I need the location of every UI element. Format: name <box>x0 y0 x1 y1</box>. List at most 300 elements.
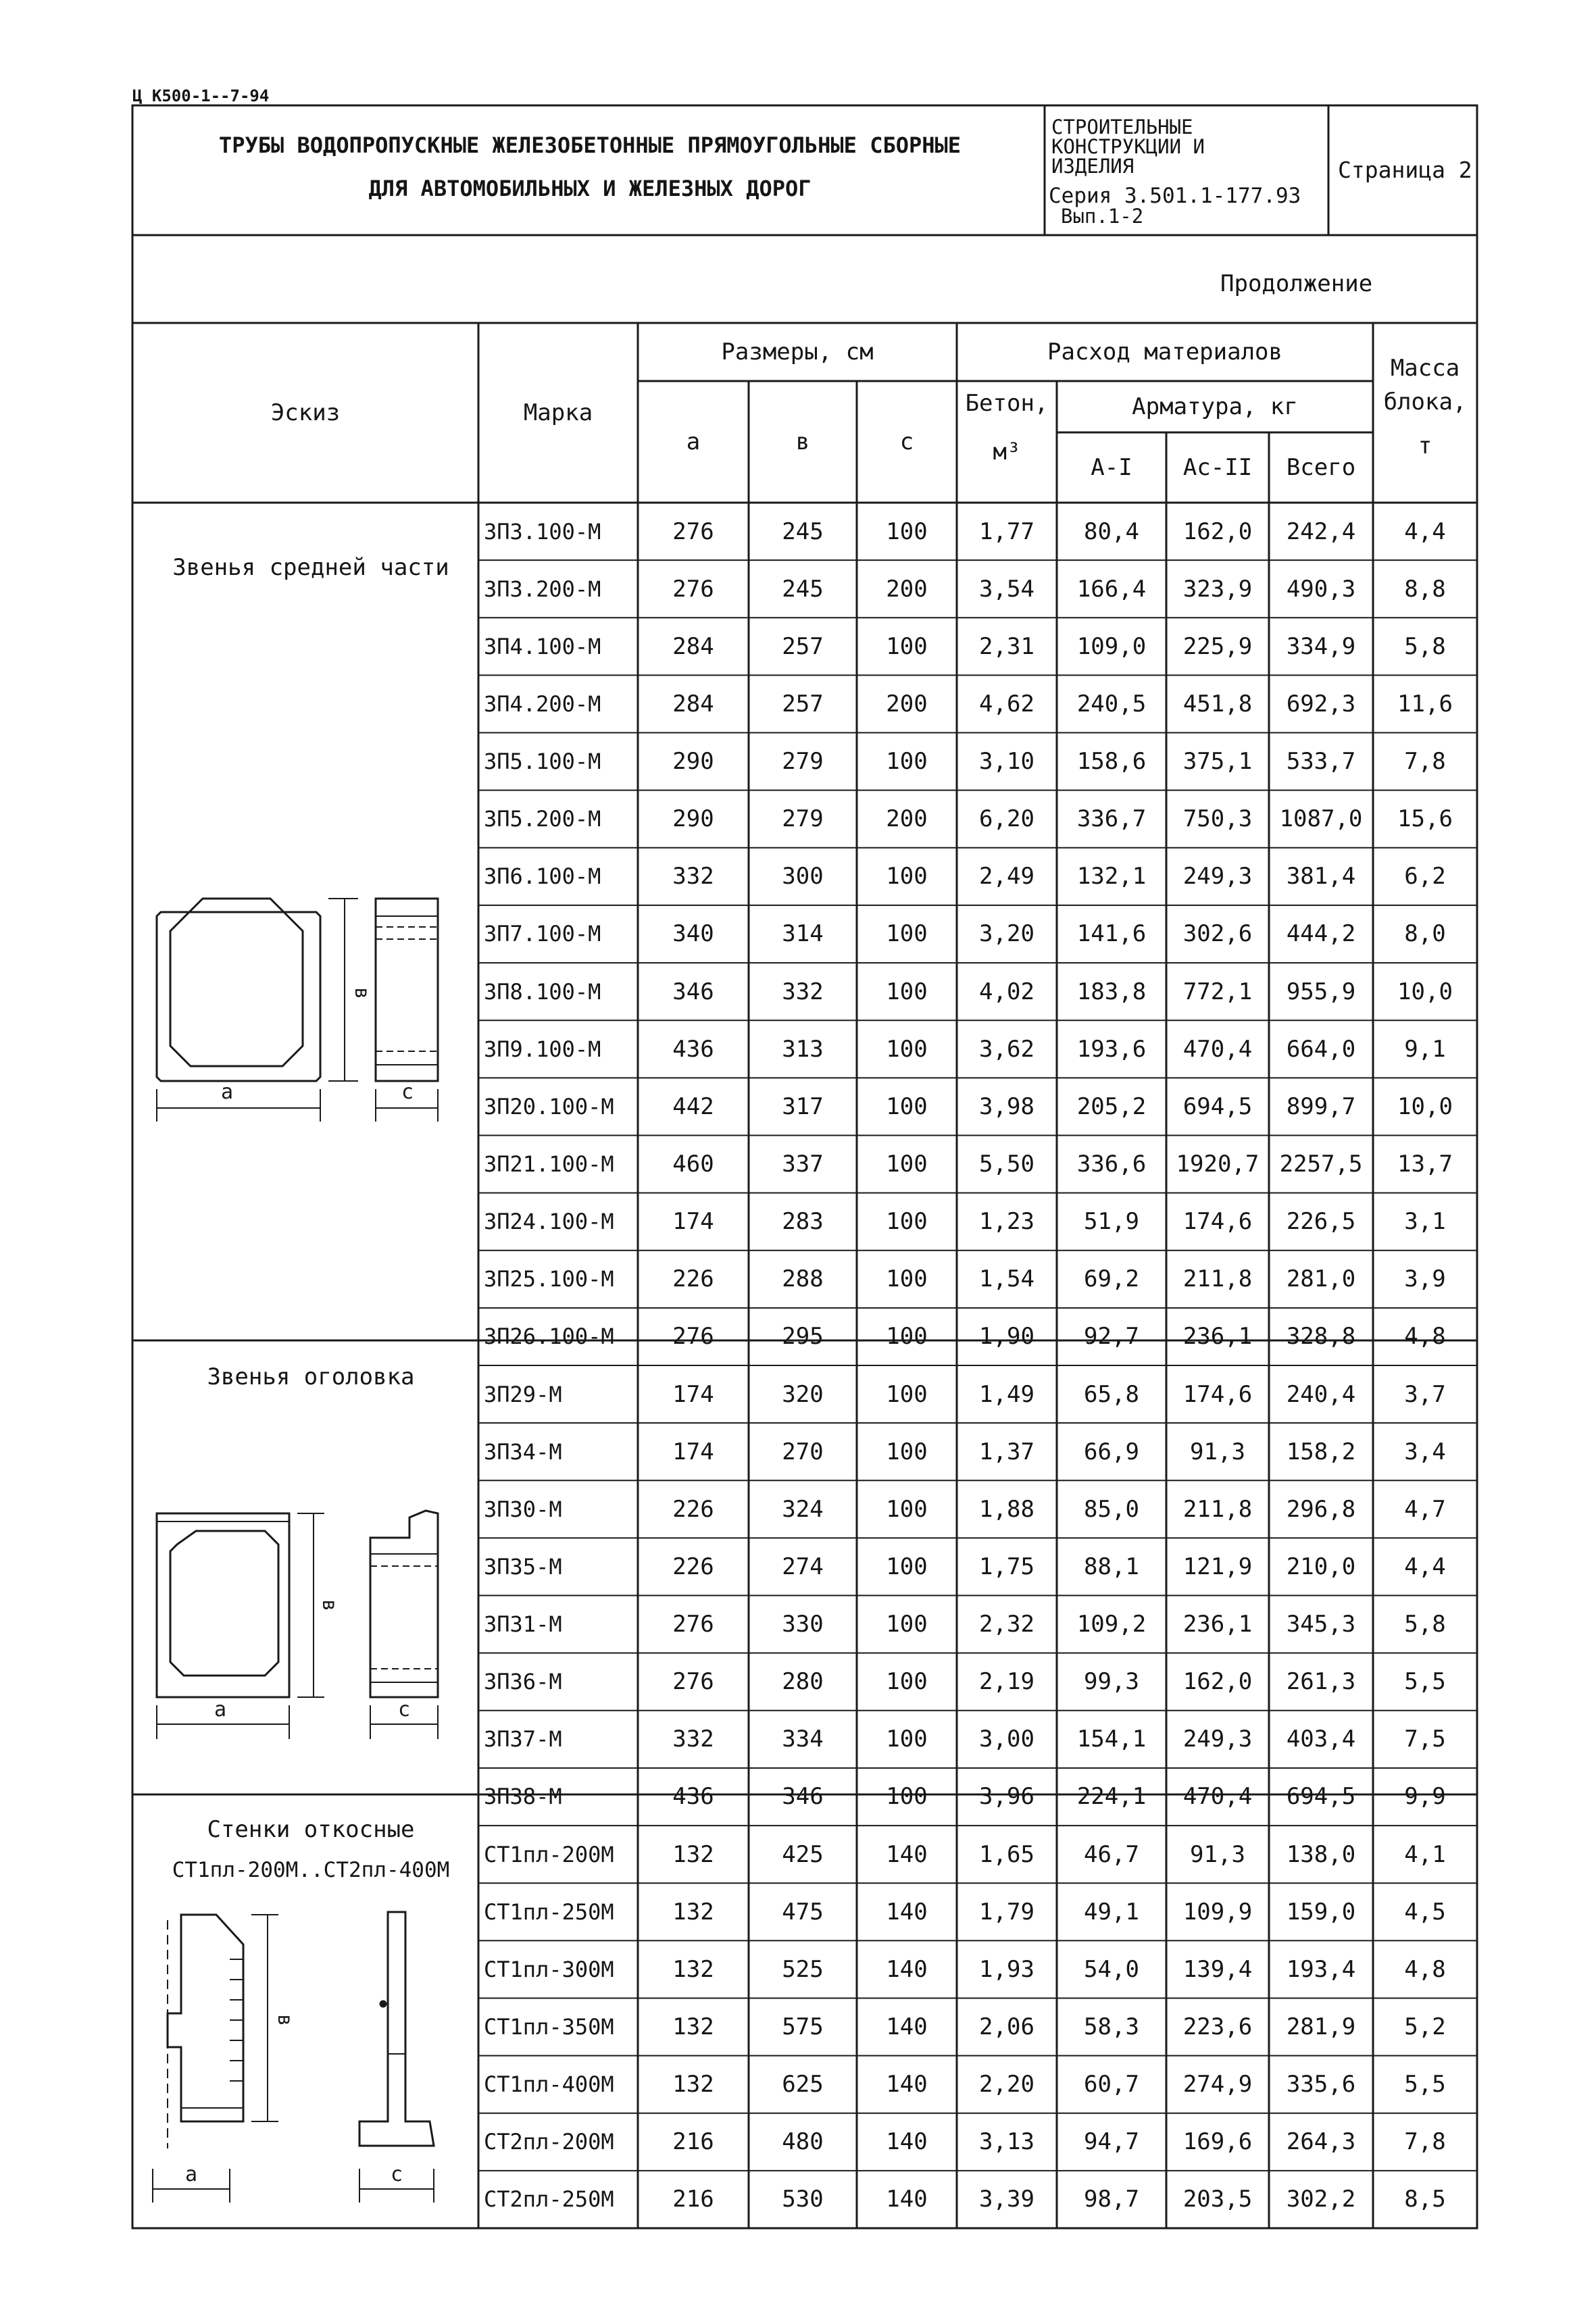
cell-mark: 3П4.100-М <box>484 633 601 659</box>
cell-c: 100 <box>886 863 928 890</box>
continuation-label: Продолжение <box>1220 270 1373 297</box>
sketch-head-section-front <box>157 1513 324 1739</box>
cell-a1: 132,1 <box>1076 863 1147 890</box>
cell-a2: 375,1 <box>1182 748 1253 776</box>
sketch-middle-section-front <box>157 899 358 1122</box>
cell-a2: 162,0 <box>1182 1668 1253 1696</box>
cell-a2: 1920,7 <box>1176 1151 1260 1178</box>
cell-a2: 139,4 <box>1182 1955 1253 1983</box>
cell-a1: 109,0 <box>1076 632 1147 660</box>
section-walls-title: Стенки откосные <box>207 1816 415 1843</box>
cell-concrete: 2,49 <box>979 863 1034 890</box>
cell-mark: 3П5.100-М <box>484 749 601 775</box>
cell-total: 490,3 <box>1286 575 1356 603</box>
cell-b: 314 <box>782 920 824 948</box>
cell-concrete: 1,77 <box>979 518 1034 545</box>
cell-total: 345,3 <box>1286 1611 1356 1638</box>
cell-mark: СТ2пл-250М <box>484 2186 614 2213</box>
cell-concrete: 1,75 <box>979 1553 1034 1580</box>
cell-total: 334,9 <box>1286 632 1356 660</box>
cell-a2: 451,8 <box>1182 690 1253 718</box>
cell-total: 302,2 <box>1286 2186 1356 2213</box>
cell-mark: 3П29-М <box>484 1381 562 1407</box>
cell-a2: 109,9 <box>1182 1898 1253 1926</box>
cell-total: 403,4 <box>1286 1726 1356 1753</box>
header-mass-1: Масса <box>1390 355 1460 382</box>
cell-c: 100 <box>886 632 928 660</box>
cell-concrete: 2,32 <box>979 1611 1034 1638</box>
cell-a2: 323,9 <box>1182 575 1253 603</box>
cell-a2: 121,9 <box>1182 1553 1253 1580</box>
cell-mass: 10,0 <box>1397 978 1453 1005</box>
cell-a1: 98,7 <box>1084 2186 1139 2213</box>
cell-total: 159,0 <box>1286 1898 1356 1926</box>
cell-mass: 13,7 <box>1397 1151 1453 1178</box>
cell-a1: 60,7 <box>1084 2071 1139 2098</box>
sketch-wall-label-c: с <box>390 2163 403 2186</box>
cell-concrete: 2,06 <box>979 2013 1034 2041</box>
cell-b: 575 <box>782 2013 824 2041</box>
series-line-4: Серия 3.501.1-177.93 <box>1049 184 1301 208</box>
cell-mark: 3П26.100-М <box>484 1324 614 1350</box>
cell-a2: 91,3 <box>1190 1840 1245 1868</box>
document-code: Ц К500-1--7-94 <box>132 86 270 105</box>
cell-a2: 174,6 <box>1182 1380 1253 1408</box>
cell-concrete: 4,02 <box>979 978 1034 1005</box>
cell-total: 694,5 <box>1286 1783 1356 1811</box>
cell-mass: 8,8 <box>1404 575 1446 603</box>
sketch-middle-label-c: с <box>401 1080 414 1104</box>
cell-a: 442 <box>672 1092 714 1120</box>
cell-mark: 3П36-М <box>484 1669 562 1695</box>
cell-b: 280 <box>782 1668 824 1696</box>
section-middle-title: Звенья средней части <box>172 554 449 581</box>
cell-c: 200 <box>886 690 928 718</box>
cell-total: 281,0 <box>1286 1265 1356 1293</box>
cell-mark: 3П34-М <box>484 1438 562 1465</box>
cell-a1: 49,1 <box>1084 1898 1139 1926</box>
cell-mass: 5,2 <box>1404 2013 1446 2041</box>
cell-total: 692,3 <box>1286 690 1356 718</box>
cell-concrete: 3,54 <box>979 575 1034 603</box>
cell-mass: 3,4 <box>1404 1438 1446 1465</box>
cell-a: 276 <box>672 575 714 603</box>
cell-b: 279 <box>782 748 824 776</box>
cell-a: 132 <box>672 1898 714 1926</box>
cell-a1: 65,8 <box>1084 1380 1139 1408</box>
cell-a1: 166,4 <box>1076 575 1147 603</box>
cell-mark: 3П9.100-М <box>484 1036 601 1062</box>
cell-a1: 85,0 <box>1084 1495 1139 1523</box>
cell-mass: 4,8 <box>1404 1955 1446 1983</box>
cell-a: 216 <box>672 2128 714 2156</box>
cell-a1: 94,7 <box>1084 2128 1139 2156</box>
cell-mass: 5,8 <box>1404 632 1446 660</box>
series-line-1: СТРОИТЕЛЬНЫЕ <box>1051 116 1193 139</box>
cell-mark: СТ1пл-300М <box>484 1956 614 1982</box>
cell-a1: 141,6 <box>1076 920 1147 948</box>
cell-total: 242,4 <box>1286 518 1356 545</box>
cell-b: 300 <box>782 863 824 890</box>
cell-b: 245 <box>782 575 824 603</box>
cell-mark: 3П8.100-М <box>484 978 601 1005</box>
cell-a2: 470,4 <box>1182 1783 1253 1811</box>
cell-a1: 224,1 <box>1076 1783 1147 1811</box>
cell-a2: 203,5 <box>1182 2186 1253 2213</box>
cell-b: 283 <box>782 1208 824 1236</box>
cell-concrete: 1,49 <box>979 1380 1034 1408</box>
cell-c: 140 <box>886 1898 928 1926</box>
cell-mark: 3П25.100-М <box>484 1266 614 1292</box>
cell-b: 257 <box>782 690 824 718</box>
cell-b: 320 <box>782 1380 824 1408</box>
cell-b: 625 <box>782 2071 824 2098</box>
cell-mark: СТ1пл-200М <box>484 1841 614 1867</box>
cell-a: 436 <box>672 1035 714 1063</box>
header-sizes: Размеры, см <box>721 338 874 366</box>
cell-a1: 336,6 <box>1076 1151 1147 1178</box>
cell-mass: 11,6 <box>1397 690 1453 718</box>
sketch-wall-side <box>359 1912 434 2203</box>
cell-total: 264,3 <box>1286 2128 1356 2156</box>
cell-a2: 91,3 <box>1190 1438 1245 1465</box>
cell-a1: 193,6 <box>1076 1035 1147 1063</box>
cell-c: 140 <box>886 2128 928 2156</box>
cell-mass: 9,1 <box>1404 1035 1446 1063</box>
cell-concrete: 3,98 <box>979 1092 1034 1120</box>
cell-b: 330 <box>782 1611 824 1638</box>
header-rebar: Арматура, кг <box>1132 393 1298 420</box>
cell-mass: 4,4 <box>1404 1553 1446 1580</box>
cell-a2: 211,8 <box>1182 1265 1253 1293</box>
cell-a1: 158,6 <box>1076 748 1147 776</box>
cell-a: 276 <box>672 518 714 545</box>
header-concrete-2: м³ <box>993 438 1021 466</box>
cell-b: 245 <box>782 518 824 545</box>
cell-a: 290 <box>672 805 714 833</box>
cell-concrete: 3,10 <box>979 748 1034 776</box>
cell-a1: 58,3 <box>1084 2013 1139 2041</box>
cell-mark: 3П24.100-М <box>484 1209 614 1235</box>
cell-concrete: 2,31 <box>979 632 1034 660</box>
cell-mark: 3П37-М <box>484 1726 562 1753</box>
cell-c: 100 <box>886 1783 928 1811</box>
cell-c: 100 <box>886 518 928 545</box>
cell-a: 332 <box>672 1726 714 1753</box>
cell-concrete: 5,50 <box>979 1151 1034 1178</box>
cell-total: 335,6 <box>1286 2071 1356 2098</box>
cell-b: 525 <box>782 1955 824 1983</box>
header-mass-3: т <box>1418 432 1432 459</box>
cell-concrete: 1,93 <box>979 1955 1034 1983</box>
cell-b: 288 <box>782 1265 824 1293</box>
sketch-wall-label-b: в <box>273 2013 297 2027</box>
cell-mark: 3П3.100-М <box>484 518 601 545</box>
cell-mark: СТ1пл-250М <box>484 1898 614 1925</box>
section-head-title: Звенья оголовка <box>207 1363 415 1390</box>
cell-a: 284 <box>672 690 714 718</box>
cell-a: 436 <box>672 1783 714 1811</box>
cell-a1: 183,8 <box>1076 978 1147 1005</box>
cell-a2: 162,0 <box>1182 518 1253 545</box>
header-b: в <box>795 428 810 455</box>
cell-concrete: 3,62 <box>979 1035 1034 1063</box>
sketch-wall-front <box>153 1915 278 2203</box>
cell-total: 444,2 <box>1286 920 1356 948</box>
cell-mark: 3П31-М <box>484 1611 562 1638</box>
cell-a: 460 <box>672 1151 714 1178</box>
cell-a: 332 <box>672 863 714 890</box>
cell-a2: 249,3 <box>1182 863 1253 890</box>
cell-c: 100 <box>886 1553 928 1580</box>
cell-a1: 88,1 <box>1084 1553 1139 1580</box>
cell-concrete: 1,79 <box>979 1898 1034 1926</box>
cell-c: 100 <box>886 978 928 1005</box>
cell-a1: 54,0 <box>1084 1955 1139 1983</box>
cell-b: 313 <box>782 1035 824 1063</box>
series-line-2: КОНСТРУКЦИИ И <box>1051 135 1205 158</box>
cell-mass: 3,1 <box>1404 1208 1446 1236</box>
cell-mass: 6,2 <box>1404 863 1446 890</box>
cell-a: 174 <box>672 1380 714 1408</box>
cell-c: 140 <box>886 2186 928 2213</box>
cell-concrete: 1,37 <box>979 1438 1034 1465</box>
cell-total: 226,5 <box>1286 1208 1356 1236</box>
cell-c: 100 <box>886 748 928 776</box>
cell-c: 100 <box>886 1495 928 1523</box>
cell-concrete: 3,96 <box>979 1783 1034 1811</box>
cell-a2: 274,9 <box>1182 2071 1253 2098</box>
cell-total: 533,7 <box>1286 748 1356 776</box>
cell-concrete: 4,62 <box>979 690 1034 718</box>
cell-a2: 772,1 <box>1182 978 1253 1005</box>
cell-a1: 336,7 <box>1076 805 1147 833</box>
cell-a2: 223,6 <box>1182 2013 1253 2041</box>
cell-b: 346 <box>782 1783 824 1811</box>
cell-concrete: 1,90 <box>979 1323 1034 1351</box>
series-line-5: Вып.1-2 <box>1061 205 1144 228</box>
cell-c: 140 <box>886 1955 928 1983</box>
cell-concrete: 2,19 <box>979 1668 1034 1696</box>
header-sketch: Эскиз <box>270 399 341 426</box>
cell-a1: 46,7 <box>1084 1840 1139 1868</box>
cell-mass: 4,7 <box>1404 1495 1446 1523</box>
cell-total: 261,3 <box>1286 1668 1356 1696</box>
cell-a1: 69,2 <box>1084 1265 1139 1293</box>
sketch-middle-label-a: а <box>220 1080 234 1104</box>
cell-a: 226 <box>672 1553 714 1580</box>
cell-c: 100 <box>886 1726 928 1753</box>
cell-a: 340 <box>672 920 714 948</box>
cell-b: 332 <box>782 978 824 1005</box>
cell-mark: СТ1пл-400М <box>484 2071 614 2098</box>
sketch-middle-label-b: в <box>350 986 374 1000</box>
header-total: Всего <box>1286 454 1356 481</box>
cell-mass: 5,8 <box>1404 1611 1446 1638</box>
sketch-head-label-c: с <box>397 1698 411 1721</box>
cell-mark: 3П35-М <box>484 1553 562 1580</box>
cell-a: 346 <box>672 978 714 1005</box>
cell-concrete: 1,54 <box>979 1265 1034 1293</box>
cell-a1: 99,3 <box>1084 1668 1139 1696</box>
cell-a: 132 <box>672 2013 714 2041</box>
cell-a: 226 <box>672 1495 714 1523</box>
cell-c: 100 <box>886 1035 928 1063</box>
cell-b: 324 <box>782 1495 824 1523</box>
cell-mark: 3П20.100-М <box>484 1093 614 1120</box>
cell-total: 664,0 <box>1286 1035 1356 1063</box>
cell-a2: 470,4 <box>1182 1035 1253 1063</box>
cell-mark: 3П3.200-М <box>484 576 601 602</box>
cell-a: 174 <box>672 1208 714 1236</box>
cell-mark: 3П7.100-М <box>484 921 601 947</box>
cell-c: 140 <box>886 2071 928 2098</box>
cell-concrete: 3,39 <box>979 2186 1034 2213</box>
cell-mass: 4,4 <box>1404 518 1446 545</box>
cell-total: 381,4 <box>1286 863 1356 890</box>
cell-mass: 7,8 <box>1404 2128 1446 2156</box>
cell-b: 257 <box>782 632 824 660</box>
cell-b: 480 <box>782 2128 824 2156</box>
cell-a1: 154,1 <box>1076 1726 1147 1753</box>
cell-concrete: 3,00 <box>979 1726 1034 1753</box>
cell-concrete: 1,65 <box>979 1840 1034 1868</box>
cell-concrete: 3,20 <box>979 920 1034 948</box>
cell-c: 100 <box>886 1265 928 1293</box>
cell-c: 100 <box>886 1611 928 1638</box>
cell-mark: 3П21.100-М <box>484 1151 614 1178</box>
cell-mark: СТ2пл-200М <box>484 2129 614 2155</box>
cell-mass: 3,7 <box>1404 1380 1446 1408</box>
cell-a: 276 <box>672 1668 714 1696</box>
cell-mark: 3П38-М <box>484 1784 562 1810</box>
cell-total: 2257,5 <box>1279 1151 1363 1178</box>
cell-b: 270 <box>782 1438 824 1465</box>
section-walls-subtitle: СТ1пл-200М..СТ2пл-400М <box>172 1858 450 1882</box>
cell-a2: 236,1 <box>1182 1323 1253 1351</box>
cell-mass: 15,6 <box>1397 805 1453 833</box>
cell-a2: 302,6 <box>1182 920 1253 948</box>
cell-total: 955,9 <box>1286 978 1356 1005</box>
cell-a: 276 <box>672 1323 714 1351</box>
header-concrete-1: Бетон, <box>965 390 1049 417</box>
cell-mass: 4,1 <box>1404 1840 1446 1868</box>
cell-total: 899,7 <box>1286 1092 1356 1120</box>
cell-b: 425 <box>782 1840 824 1868</box>
cell-mass: 9,9 <box>1404 1783 1446 1811</box>
cell-total: 193,4 <box>1286 1955 1356 1983</box>
cell-total: 281,9 <box>1286 2013 1356 2041</box>
cell-c: 100 <box>886 1208 928 1236</box>
cell-a2: 694,5 <box>1182 1092 1253 1120</box>
cell-a1: 109,2 <box>1076 1611 1147 1638</box>
cell-b: 475 <box>782 1898 824 1926</box>
cell-concrete: 1,88 <box>979 1495 1034 1523</box>
cell-a2: 211,8 <box>1182 1495 1253 1523</box>
cell-a2: 225,9 <box>1182 632 1253 660</box>
cell-a: 174 <box>672 1438 714 1465</box>
cell-b: 274 <box>782 1553 824 1580</box>
cell-total: 1087,0 <box>1279 805 1363 833</box>
title-line-1: ТРУБЫ ВОДОПРОПУСКНЫЕ ЖЕЛЕЗОБЕТОННЫЕ ПРЯМОУГОЛЬНЫЕ СБОРНЫЕ <box>218 132 962 158</box>
cell-a: 290 <box>672 748 714 776</box>
cell-concrete: 1,23 <box>979 1208 1034 1236</box>
cell-c: 140 <box>886 1840 928 1868</box>
header-a2: Ас-II <box>1182 454 1253 481</box>
cell-total: 138,0 <box>1286 1840 1356 1868</box>
cell-a2: 236,1 <box>1182 1611 1253 1638</box>
cell-mass: 5,5 <box>1404 1668 1446 1696</box>
cell-c: 100 <box>886 920 928 948</box>
cell-a2: 169,6 <box>1182 2128 1253 2156</box>
cell-total: 210,0 <box>1286 1553 1356 1580</box>
cell-mark: 3П5.200-М <box>484 806 601 832</box>
cell-mass: 3,9 <box>1404 1265 1446 1293</box>
cell-mass: 5,5 <box>1404 2071 1446 2098</box>
cell-a1: 80,4 <box>1084 518 1139 545</box>
header-a: а <box>686 428 701 455</box>
cell-total: 328,8 <box>1286 1323 1356 1351</box>
cell-c: 100 <box>886 1151 928 1178</box>
cell-mass: 4,5 <box>1404 1898 1446 1926</box>
cell-mark: 3П4.200-М <box>484 690 601 717</box>
cell-concrete: 6,20 <box>979 805 1034 833</box>
sketch-head-label-a: а <box>214 1698 227 1721</box>
cell-c: 200 <box>886 805 928 833</box>
sketch-wall-label-a: а <box>184 2163 198 2186</box>
cell-total: 240,4 <box>1286 1380 1356 1408</box>
cell-a2: 249,3 <box>1182 1726 1253 1753</box>
cell-a: 216 <box>672 2186 714 2213</box>
cell-c: 100 <box>886 1438 928 1465</box>
cell-a2: 174,6 <box>1182 1208 1253 1236</box>
cell-b: 279 <box>782 805 824 833</box>
cell-mark: СТ1пл-350М <box>484 2014 614 2040</box>
cell-mass: 7,5 <box>1404 1726 1446 1753</box>
cell-total: 158,2 <box>1286 1438 1356 1465</box>
cell-a1: 92,7 <box>1084 1323 1139 1351</box>
cell-c: 100 <box>886 1323 928 1351</box>
header-mass-2: блока, <box>1383 388 1467 416</box>
cell-mass: 7,8 <box>1404 748 1446 776</box>
header-a1: А-I <box>1091 454 1132 481</box>
cell-a1: 66,9 <box>1084 1438 1139 1465</box>
cell-a1: 240,5 <box>1076 690 1147 718</box>
cell-a: 132 <box>672 2071 714 2098</box>
cell-a: 276 <box>672 1611 714 1638</box>
title-line-2: ДЛЯ АВТОМОБИЛЬНЫХ И ЖЕЛЕЗНЫХ ДОРОГ <box>368 176 812 201</box>
header-materials: Расход материалов <box>1047 338 1282 366</box>
cell-b: 295 <box>782 1323 824 1351</box>
cell-mass: 4,8 <box>1404 1323 1446 1351</box>
cell-concrete: 3,13 <box>979 2128 1034 2156</box>
cell-mass: 10,0 <box>1397 1092 1453 1120</box>
page-label: Страница 2 <box>1338 157 1472 183</box>
cell-c: 100 <box>886 1668 928 1696</box>
cell-b: 317 <box>782 1092 824 1120</box>
cell-c: 100 <box>886 1380 928 1408</box>
sketch-head-label-b: в <box>318 1599 341 1612</box>
cell-mark: 3П6.100-М <box>484 863 601 890</box>
cell-mass: 8,5 <box>1404 2186 1446 2213</box>
cell-concrete: 2,20 <box>979 2071 1034 2098</box>
cell-mass: 8,0 <box>1404 920 1446 948</box>
cell-c: 200 <box>886 575 928 603</box>
cell-a: 132 <box>672 1840 714 1868</box>
cell-mark: 3П30-М <box>484 1496 562 1522</box>
cell-a: 132 <box>672 1955 714 1983</box>
cell-a1: 205,2 <box>1076 1092 1147 1120</box>
